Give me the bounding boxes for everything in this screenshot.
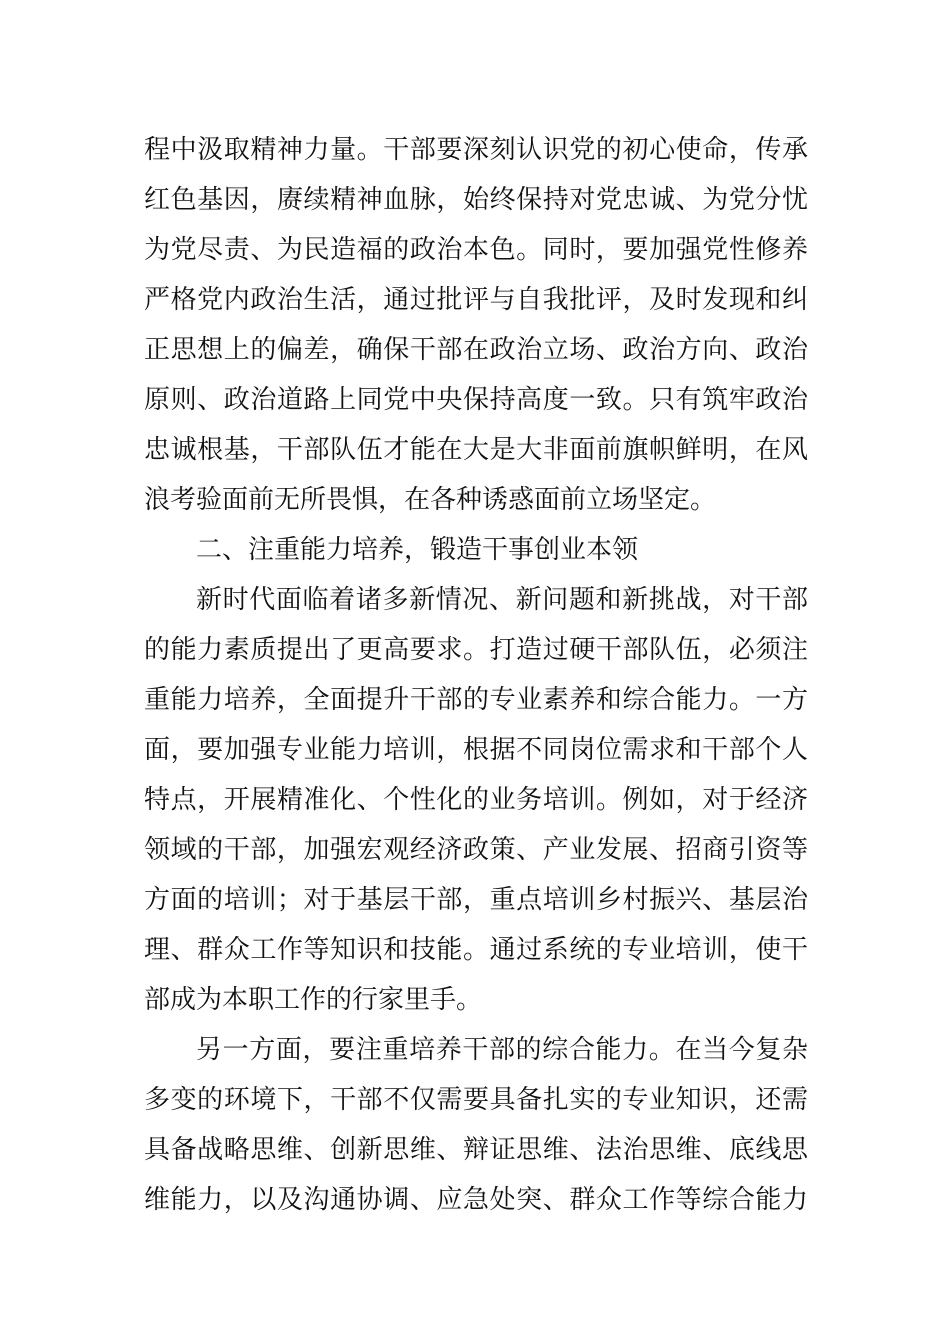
text-line: 浪考验面前无所畏惧，在各种诱惑面前立场坚定。 (144, 485, 717, 515)
section-heading: 二、注重能力培养，锻造干事创业本领 (196, 535, 639, 565)
text-line: 面，要加强专业能力培训，根据不同岗位需求和干部个人 (144, 735, 808, 765)
text-line: 新时代面临着诸多新情况、新问题和新挑战，对干部 (196, 585, 808, 615)
text-line: 领域的干部，加强宏观经济政策、产业发展、招商引资等 (144, 835, 808, 865)
text-line: 多变的环境下，干部不仅需要具备扎实的专业知识，还需 (144, 1085, 808, 1115)
text-line: 另一方面，要注重培养干部的综合能力。在当今复杂 (196, 1035, 808, 1065)
text-line: 原则、政治道路上同党中央保持高度一致。只有筑牢政治 (144, 385, 808, 415)
text-line: 正思想上的偏差，确保干部在政治立场、政治方向、政治 (144, 335, 808, 365)
text-line: 方面的培训；对于基层干部，重点培训乡村振兴、基层治 (144, 885, 808, 915)
text-line: 红色基因，赓续精神血脉，始终保持对党忠诚、为党分忧 (144, 185, 808, 215)
text-line: 为党尽责、为民造福的政治本色。同时，要加强党性修养 (144, 235, 808, 265)
text-line: 程中汲取精神力量。干部要深刻认识党的初心使命，传承 (144, 135, 808, 165)
text-line: 维能力，以及沟通协调、应急处突、群众工作等综合能力 (144, 1185, 808, 1215)
text-line: 忠诚根基，干部队伍才能在大是大非面前旗帜鲜明，在风 (144, 435, 808, 465)
text-line: 的能力素质提出了更高要求。打造过硬干部队伍，必须注 (144, 635, 808, 665)
text-line: 重能力培养，全面提升干部的专业素养和综合能力。一方 (144, 685, 808, 715)
text-line: 具备战略思维、创新思维、辩证思维、法治思维、底线思 (144, 1135, 808, 1165)
text-line: 特点，开展精准化、个性化的业务培训。例如，对于经济 (144, 785, 808, 815)
text-line: 理、群众工作等知识和技能。通过系统的专业培训，使干 (144, 935, 808, 965)
text-line: 严格党内政治生活，通过批评与自我批评，及时发现和纠 (144, 285, 808, 315)
text-line: 部成为本职工作的行家里手。 (144, 985, 483, 1015)
